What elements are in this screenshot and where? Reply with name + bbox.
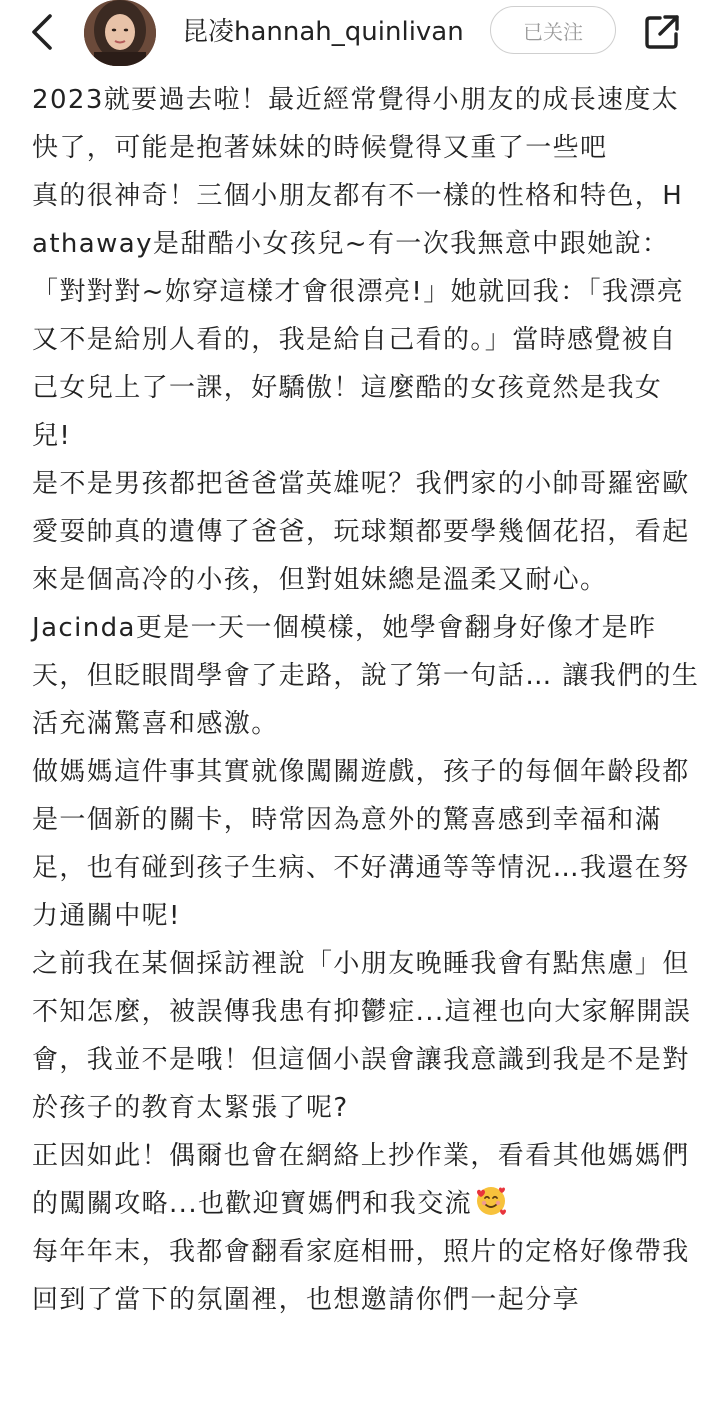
post-paragraph-1: 2023就要過去啦！最近經常覺得小朋友的成長速度太快了，可能是抱著妹妹的時候覺得又重了一些吧	[32, 85, 680, 163]
share-icon	[643, 13, 681, 51]
post-paragraph-6: 之前我在某個採訪裡說「小朋友晚睡我會有點焦慮」但不知怎麼，被誤傳我患有抑鬱症...這裡也向大家解開誤會，我並不是哦！但這個小誤會讓我意識到我是不是對於孩子的教育太緊張了呢?	[32, 949, 692, 1123]
post-paragraph-7	[32, 1132, 700, 1228]
post-body	[32, 76, 700, 1324]
top-bar	[0, 0, 720, 72]
share-button[interactable]	[640, 10, 684, 54]
following-button[interactable]: 已关注	[490, 6, 616, 54]
back-button[interactable]	[24, 12, 60, 52]
chevron-left-icon	[30, 13, 54, 51]
username[interactable]: 昆凌hannah_quinlivan	[182, 17, 464, 47]
avatar[interactable]	[84, 0, 156, 66]
smiling-face-with-hearts-icon	[474, 1184, 508, 1218]
avatar-portrait-icon	[84, 0, 156, 66]
post-paragraph-5: 做媽媽這件事其實就像闖關遊戲，孩子的每個年齡段都是一個新的關卡，時常因為意外的驚喜感到幸福和滿足，也有碰到孩子生病、不好溝通等等情況…我還在努力通關中呢!	[32, 757, 690, 931]
post-paragraph-8: 每年年末，我都會翻看家庭相冊，照片的定格好像帶我回到了當下的氛圍裡，也想邀請你們一起分享	[32, 1237, 690, 1315]
post-paragraph-7-text: 正因如此！偶爾也會在網絡上抄作業，看看其他媽媽們的闖關攻略...也歡迎寶媽們和我交流	[32, 1141, 690, 1219]
post-paragraph-4: Jacinda更是一天一個模樣，她學會翻身好像才是昨天，但眨眼間學會了走路，說了第一句話… 讓我們的生活充滿驚喜和感激。	[32, 613, 700, 739]
post-paragraph-3: 是不是男孩都把爸爸當英雄呢？我們家的小帥哥羅密歐愛耍帥真的遺傳了爸爸，玩球類都要學幾個花招，看起來是個高冷的小孩，但對姐妹總是溫柔又耐心。	[32, 469, 690, 595]
post-paragraph-2: 真的很神奇！三個小朋友都有不一樣的性格和特色，Hathaway是甜酷小女孩兒~有一次我無意中跟她說：「對對對~妳穿這樣才會很漂亮!」她就回我：「我漂亮又不是給別人看的，我是給自己看的。」當時感覺被自己女兒上了一課，好驕傲！這麼酷的女孩竟然是我女兒!	[32, 181, 685, 451]
